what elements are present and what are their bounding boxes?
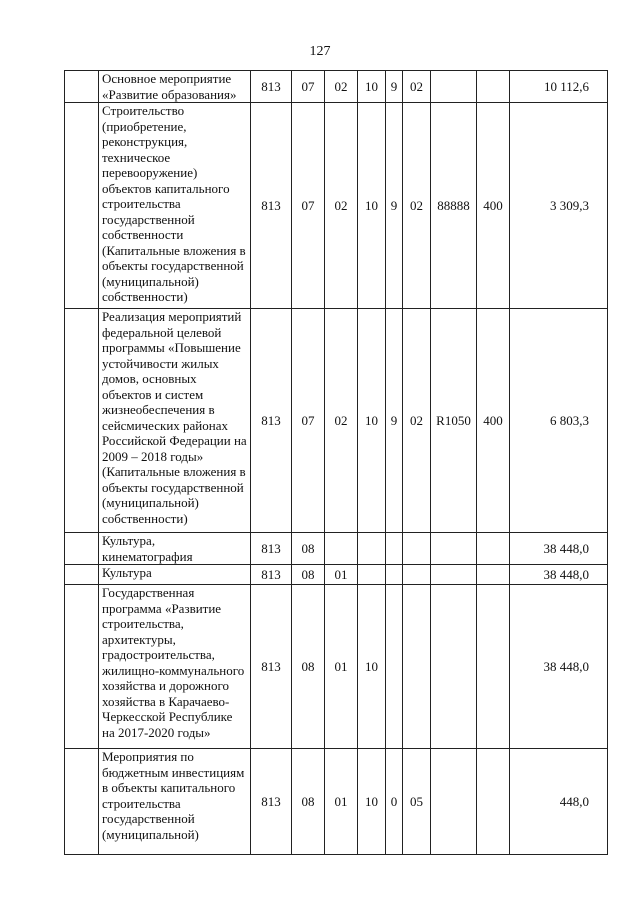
ministry-code-cell: 813 bbox=[251, 309, 292, 533]
expense-type-cell bbox=[477, 585, 510, 749]
subsection-code-cell: 01 bbox=[325, 565, 358, 585]
subprogram-code-cell: 0 bbox=[386, 749, 403, 855]
row-number-cell bbox=[65, 585, 99, 749]
program-code-cell: 10 bbox=[358, 309, 386, 533]
ministry-code-cell: 813 bbox=[251, 585, 292, 749]
table-row bbox=[65, 103, 608, 309]
item-name-cell: Мероприятия по бюджетным инвестициям в объекты капитального строительства государственной (муниципальной) bbox=[99, 749, 251, 855]
subprogram-code-cell: 9 bbox=[386, 71, 403, 103]
subsection-code-cell: 01 bbox=[325, 749, 358, 855]
program-code-cell bbox=[358, 533, 386, 565]
program-code-cell bbox=[358, 565, 386, 585]
amount-cell: 3 309,3 bbox=[510, 103, 608, 309]
section-code-cell: 08 bbox=[292, 565, 325, 585]
section-code-cell: 07 bbox=[292, 103, 325, 309]
subprogram-code-cell bbox=[386, 565, 403, 585]
section-code-cell: 07 bbox=[292, 71, 325, 103]
table-row bbox=[65, 533, 608, 565]
ministry-code-cell: 813 bbox=[251, 103, 292, 309]
section-code-cell: 08 bbox=[292, 533, 325, 565]
subsection-code-cell: 02 bbox=[325, 309, 358, 533]
expense-type-cell: 400 bbox=[477, 309, 510, 533]
section-code-cell: 08 bbox=[292, 585, 325, 749]
amount-cell: 448,0 bbox=[510, 749, 608, 855]
event-code-cell: 05 bbox=[403, 749, 431, 855]
subprogram-code-cell bbox=[386, 585, 403, 749]
expense-type-cell: 400 bbox=[477, 103, 510, 309]
direction-code-cell bbox=[431, 585, 477, 749]
row-number-cell bbox=[65, 309, 99, 533]
table-body bbox=[65, 71, 608, 855]
item-name-cell: Основное мероприятие «Развитие образования» bbox=[99, 71, 251, 103]
table-row bbox=[65, 585, 608, 749]
budget-table bbox=[64, 70, 608, 855]
subsection-code-cell: 02 bbox=[325, 103, 358, 309]
item-name-cell: Реализация мероприятий федеральной целевой программы «Повышение устойчивости жилых домов, основных объектов и систем жизнеобеспечения в сейсмических районах Российской Федерации на 2009 – 2018 годы» (Капитальные вложения в объекты государственной (муниципальной) собственности) bbox=[99, 309, 251, 533]
direction-code-cell bbox=[431, 565, 477, 585]
row-number-cell bbox=[65, 71, 99, 103]
program-code-cell: 10 bbox=[358, 585, 386, 749]
amount-cell: 10 112,6 bbox=[510, 71, 608, 103]
event-code-cell bbox=[403, 585, 431, 749]
subprogram-code-cell: 9 bbox=[386, 309, 403, 533]
row-number-cell bbox=[65, 103, 99, 309]
row-number-cell bbox=[65, 565, 99, 585]
direction-code-cell bbox=[431, 749, 477, 855]
event-code-cell: 02 bbox=[403, 71, 431, 103]
item-name-cell: Строительство (приобретение, реконструкция, техническое перевооружение) объектов капитального строительства государственной собственности (Капитальные вложения в объекты государственной (муниципальной) собственности) bbox=[99, 103, 251, 309]
event-code-cell: 02 bbox=[403, 309, 431, 533]
item-name-cell: Государственная программа «Развитие строительства, архитектуры, градостроительства, жилищно-коммунального хозяйства и дорожного хозяйства в Карачаево-Черкесской Республике на 2017-2020 годы» bbox=[99, 585, 251, 749]
amount-cell: 6 803,3 bbox=[510, 309, 608, 533]
table-row bbox=[65, 749, 608, 855]
subprogram-code-cell bbox=[386, 533, 403, 565]
amount-cell: 38 448,0 bbox=[510, 585, 608, 749]
subsection-code-cell bbox=[325, 533, 358, 565]
page-number: 127 bbox=[309, 44, 331, 59]
amount-cell: 38 448,0 bbox=[510, 565, 608, 585]
subsection-code-cell: 01 bbox=[325, 585, 358, 749]
program-code-cell: 10 bbox=[358, 103, 386, 309]
event-code-cell bbox=[403, 533, 431, 565]
event-code-cell: 02 bbox=[403, 103, 431, 309]
table-row bbox=[65, 71, 608, 103]
item-name-cell: Культура, кинематография bbox=[99, 533, 251, 565]
direction-code-cell: R1050 bbox=[431, 309, 477, 533]
expense-type-cell bbox=[477, 71, 510, 103]
section-code-cell: 07 bbox=[292, 309, 325, 533]
program-code-cell: 10 bbox=[358, 71, 386, 103]
subprogram-code-cell: 9 bbox=[386, 103, 403, 309]
ministry-code-cell: 813 bbox=[251, 749, 292, 855]
item-name-cell: Культура bbox=[99, 565, 251, 585]
direction-code-cell bbox=[431, 533, 477, 565]
expense-type-cell bbox=[477, 749, 510, 855]
expense-type-cell bbox=[477, 533, 510, 565]
section-code-cell: 08 bbox=[292, 749, 325, 855]
row-number-cell bbox=[65, 749, 99, 855]
subsection-code-cell: 02 bbox=[325, 71, 358, 103]
amount-cell: 38 448,0 bbox=[510, 533, 608, 565]
expense-type-cell bbox=[477, 565, 510, 585]
ministry-code-cell: 813 bbox=[251, 565, 292, 585]
direction-code-cell: 88888 bbox=[431, 103, 477, 309]
direction-code-cell bbox=[431, 71, 477, 103]
program-code-cell: 10 bbox=[358, 749, 386, 855]
ministry-code-cell: 813 bbox=[251, 71, 292, 103]
table-row bbox=[65, 309, 608, 533]
event-code-cell bbox=[403, 565, 431, 585]
ministry-code-cell: 813 bbox=[251, 533, 292, 565]
row-number-cell bbox=[65, 533, 99, 565]
table-row bbox=[65, 565, 608, 585]
